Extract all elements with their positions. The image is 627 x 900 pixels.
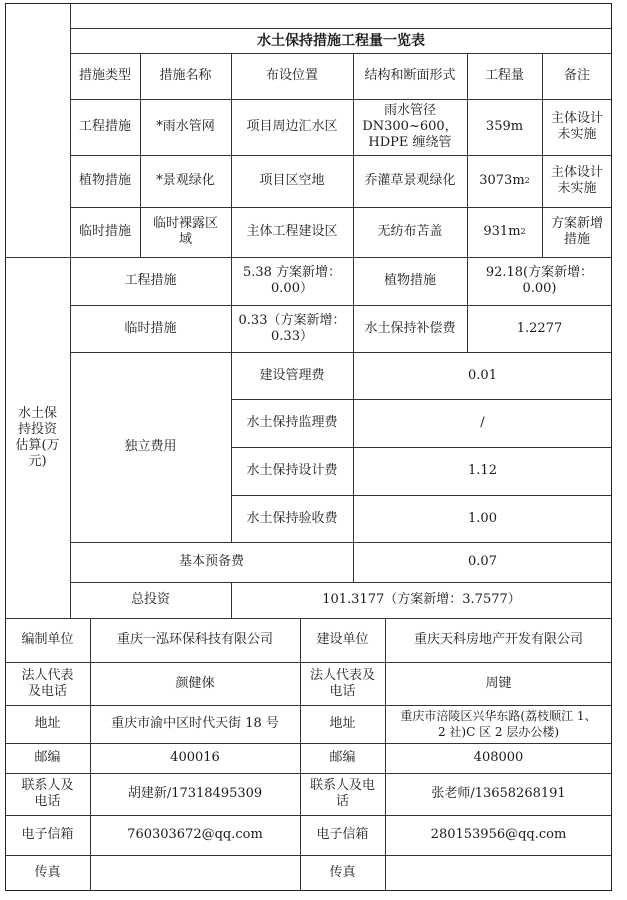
grid-line (5, 618, 612, 619)
grid-line (70, 305, 612, 306)
invest-section-label: 水土保 持投资 估算(万 元) (15, 405, 60, 469)
header-quantity: 工程量 (484, 68, 524, 83)
grid-line (5, 773, 612, 774)
contact-label: 编制单位 (21, 632, 74, 647)
contact-value: 重庆市涪陵区兴华东路(荔枝顺江 1、 2 社)C 区 2 层办公楼) (400, 709, 597, 739)
header-location: 布设位置 (265, 68, 318, 83)
measure-type: 植物措施 (78, 173, 131, 188)
invest-plant-value: 92.18(方案新增：0.00) (485, 265, 594, 296)
measures-title: 水土保持措施工程量一览表 (257, 32, 425, 49)
grid-line (353, 257, 354, 582)
grid-line (300, 618, 301, 891)
grid-line (70, 28, 612, 29)
contact-value: 280153956@qq.com (430, 827, 567, 842)
grid-line (140, 53, 141, 257)
header-type: 措施类型 (78, 68, 131, 83)
grid-line (5, 855, 612, 856)
grid-line (70, 155, 612, 156)
indep-item-value: 0.01 (468, 367, 497, 383)
grid-line (231, 447, 612, 448)
invest-eng-label: 工程措施 (124, 273, 177, 288)
measure-location: 项目区空地 (259, 173, 325, 188)
invest-total-value: 101.3177（方案新增：3.7577） (322, 592, 521, 607)
contact-value: 颜健倈 (175, 675, 215, 691)
contact-value: 400016 (170, 750, 220, 765)
contact-value: 张老师/13658268191 (431, 786, 566, 801)
grid-line (231, 257, 232, 542)
contact-label: 联系人及 电话 (21, 778, 74, 809)
grid-line (467, 53, 468, 257)
contact-value: 760303672@qq.com (127, 827, 263, 842)
grid-line (70, 207, 612, 208)
contact-label: 法人代表及 电话 (309, 667, 375, 699)
grid-line (385, 618, 386, 891)
contact-label: 联系人及电 话 (309, 778, 375, 809)
measure-location: 项目周边汇水区 (246, 119, 338, 134)
grid-line (70, 99, 612, 100)
grid-line (467, 257, 468, 352)
grid-line (70, 3, 71, 618)
indep-item-value: 1.12 (468, 463, 497, 478)
contact-label: 建设单位 (316, 632, 369, 647)
indep-item-label: 水土保持设计费 (246, 463, 338, 478)
measure-structure: 乔灌草景观绿化 (364, 173, 456, 188)
contact-value (90, 855, 300, 891)
measure-note: 主体设计 未实施 (550, 165, 603, 196)
contact-label: 电子信箱 (21, 827, 74, 842)
grid-line (70, 352, 612, 353)
measure-note: 方案新增 措施 (550, 216, 603, 247)
grid-line (5, 815, 612, 816)
grid-line (231, 495, 612, 496)
contact-value: 周键 (485, 675, 512, 691)
grid-line (5, 257, 612, 258)
contact-label: 邮编 (329, 750, 356, 765)
grid-line (5, 743, 612, 744)
measure-quantity: 931m 2 (483, 224, 526, 239)
contact-label: 电子信箱 (316, 827, 369, 842)
grid-line (90, 618, 91, 891)
indep-item-value: 1.00 (468, 510, 497, 526)
grid-line (70, 542, 612, 543)
invest-eng-value: 5.38 方案新增： 0.00） (242, 265, 342, 296)
contact-value: 胡建新/17318495309 (127, 786, 263, 801)
contact-label: 传真 (329, 865, 356, 880)
grid-line (5, 705, 612, 706)
measure-structure: 无纺布苫盖 (377, 224, 443, 239)
invest-reserve-label: 基本预备费 (178, 554, 244, 569)
invest-temp-label: 临时措施 (124, 320, 177, 336)
measure-quantity: 3073m 2 (479, 173, 530, 188)
grid-line (542, 53, 543, 257)
measure-structure: 雨水管径 DN300~600， HDPE 缠绕管 (362, 103, 458, 150)
contact-value: 408000 (473, 750, 524, 765)
invest-total-label: 总投资 (130, 592, 170, 607)
contact-label: 地址 (34, 716, 61, 731)
contact-label: 邮编 (34, 750, 61, 765)
measure-type: 工程措施 (78, 119, 131, 134)
grid-line (5, 662, 612, 663)
header-name: 措施名称 (159, 68, 212, 83)
invest-reserve-value: 0.07 (468, 554, 497, 569)
grid-line (231, 399, 612, 400)
invest-indep-label: 独立费用 (124, 439, 177, 454)
contact-label: 传真 (34, 865, 61, 880)
indep-item-value: / (480, 415, 485, 430)
invest-temp-value: 0.33（方案新增： 0.33） (238, 312, 346, 344)
grid-line (353, 53, 354, 257)
measure-note: 主体设计 未实施 (550, 111, 603, 142)
indep-item-label: 建设管理费 (259, 367, 325, 383)
indep-item-label: 水土保持验收费 (246, 510, 338, 526)
grid-line (231, 53, 232, 257)
measure-quantity: 359m (485, 119, 524, 134)
invest-plant-label: 植物措施 (383, 273, 436, 288)
measure-name: *雨水管网 (156, 119, 215, 134)
indep-item-label: 水土保持监理费 (246, 415, 338, 430)
contact-label: 法人代表 及电话 (21, 667, 74, 699)
measure-type: 临时措施 (78, 224, 131, 239)
grid-line (70, 582, 612, 583)
measure-name: *景观绿化 (156, 173, 215, 188)
contact-value: 重庆一泓环保科技有限公司 (116, 632, 273, 647)
contact-value: 重庆市渝中区时代天街 18 号 (111, 716, 279, 731)
grid-line (70, 53, 612, 54)
contact-value (385, 855, 612, 891)
invest-comp-value: 1.2277 (516, 320, 563, 336)
measure-name: 临时裸露区 域 (152, 216, 218, 247)
contact-value: 重庆天科房地产开发有限公司 (413, 632, 583, 647)
grid-line (231, 582, 232, 618)
invest-comp-label: 水土保持补偿费 (364, 320, 456, 336)
measure-location: 主体工程建设区 (246, 224, 338, 239)
contact-label: 地址 (329, 716, 356, 731)
header-structure: 结构和断面形式 (364, 68, 456, 83)
header-note: 备注 (563, 68, 590, 83)
